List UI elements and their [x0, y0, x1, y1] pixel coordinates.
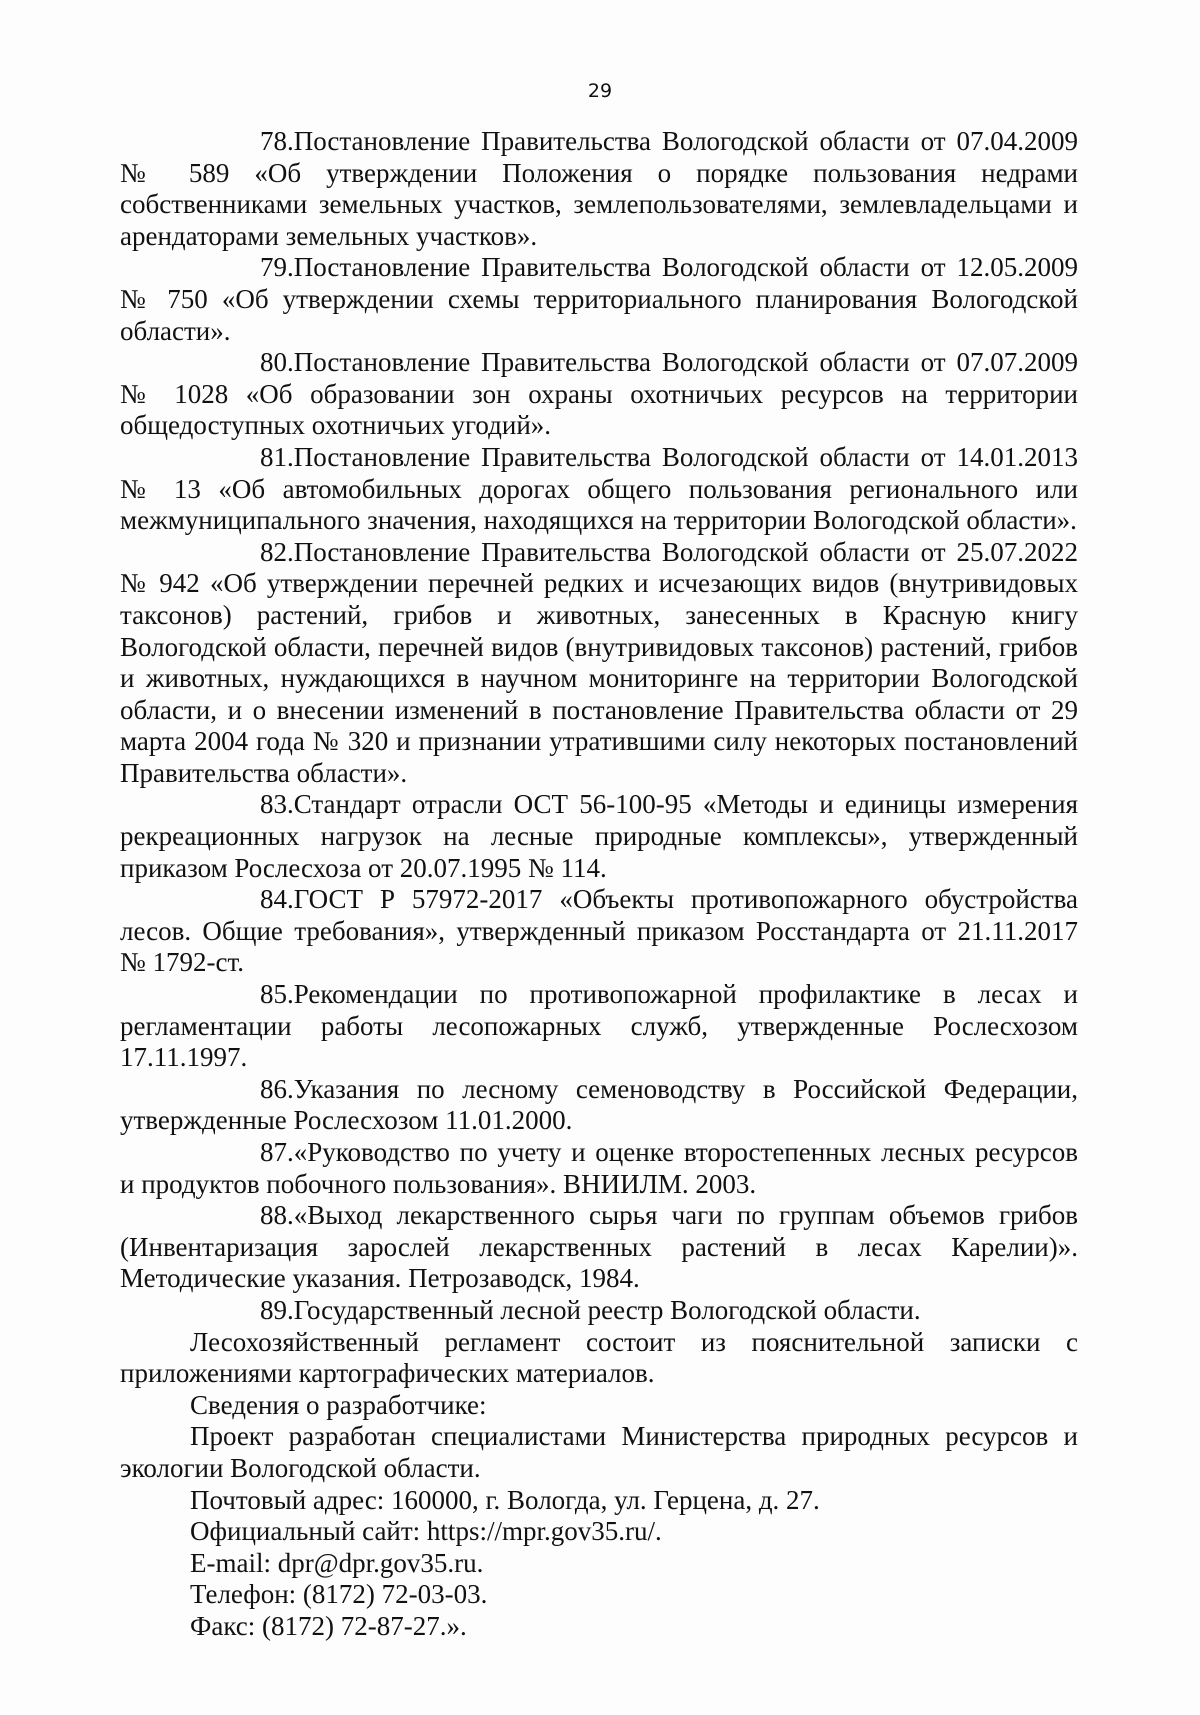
item-number: 82.: [260, 536, 294, 567]
regulation-structure-paragraph: Лесохозяйственный регламент состоит из пояснительной записки с приложениями картографических материалов.: [120, 1326, 1078, 1389]
item-text: Постановление Правительства Вологодской области от 07.07.2009 № 1028 «Об образовании зон охраны охотничьих ресурсов на территории общедоступных охотничьих угодий».: [120, 347, 1078, 441]
item-text: «Руководство по учету и оценке второстепенных лесных ресурсов и продуктов побочного пользования». ВНИИЛМ. 2003.: [120, 1137, 1078, 1199]
list-item: [120, 1137, 1078, 1200]
list-item: [120, 1074, 1078, 1137]
item-number: 85.: [260, 979, 294, 1010]
list-item: [120, 347, 1078, 442]
list-item: [120, 789, 1078, 884]
fax: Факс: (8172) 72-87-27.».: [190, 1610, 467, 1641]
item-number: 84.: [260, 884, 294, 915]
list-item: [120, 979, 1078, 1074]
item-text: «Выход лекарственного сырья чаги по группам объемов грибов (Инвентаризация зарослей лекарственных растений в лесах Карелии)». Методические указания. Петрозаводск, 1984.: [120, 1200, 1078, 1294]
document-body: [120, 126, 1078, 1643]
item-number: 89.: [260, 1294, 294, 1325]
postal-address: Почтовый адрес: 160000, г. Вологда, ул. Герцена, д. 27.: [190, 1484, 820, 1515]
list-item: [120, 884, 1078, 979]
list-item: [120, 126, 1078, 252]
item-number: 86.: [260, 1073, 294, 1104]
list-item: [120, 442, 1078, 537]
item-number: 78.: [260, 126, 294, 156]
list-item: [120, 1295, 1078, 1327]
list-item: [120, 537, 1078, 790]
item-text: Указания по лесному семеноводству в Российской Федерации, утвержденные Рослесхозом 11.01.2000.: [120, 1073, 1078, 1136]
developer-paragraph: Проект разработан специалистами Министерства природных ресурсов и экологии Вологодской области.: [120, 1421, 1078, 1483]
item-number: 81.: [260, 441, 294, 472]
developer-heading: Сведения о разработчике:: [190, 1389, 487, 1420]
list-item: [120, 252, 1078, 347]
item-text: ГОСТ Р 57972-2017 «Объекты противопожарного обустройства лесов. Общие требования», утвержденный приказом Росстандарта от 21.11.2017 № 1792-ст.: [120, 884, 1078, 978]
item-text: Стандарт отрасли ОСТ 56-100-95 «Методы и единицы измерения рекреационных нагрузок на лесные природные комплексы», утвержденный приказом Рослесхоза от 20.07.1995 № 114.: [120, 789, 1078, 883]
website: Официальный сайт: https://mpr.gov35.ru/.: [190, 1516, 662, 1547]
item-text: Рекомендации по противопожарной профилактике в лесах и регламентации работы лесопожарных служб, утвержденные Рослесхозом 17.11.1997.: [120, 979, 1078, 1073]
item-number: 83.: [260, 789, 294, 820]
item-text: Постановление Правительства Вологодской области от 14.01.2013 № 13 «Об автомобильных дорогах общего пользования регионального или межмуниципального значения, находящихся на территории Вологодской области».: [120, 441, 1078, 536]
item-text: Государственный лесной реестр Вологодской области.: [293, 1294, 921, 1325]
item-number: 88.: [260, 1200, 294, 1231]
phone: Телефон: (8172) 72-03-03.: [190, 1579, 488, 1610]
page-number: 29: [587, 80, 613, 102]
email: E-mail: dpr@dpr.gov35.ru.: [190, 1547, 484, 1578]
item-number: 80.: [260, 347, 294, 378]
contact-block: [120, 1485, 1078, 1643]
item-number: 87.: [260, 1137, 294, 1167]
item-text: Постановление Правительства Вологодской области от 07.04.2009 № 589 «Об утверждении Положения о порядке пользования недрами собственниками земельных участков, землепользователями, землевладельцами и арендаторами земельных участков».: [120, 126, 1078, 251]
item-text: Постановление Правительства Вологодской области от 12.05.2009 № 750 «Об утверждении схемы территориального планирования Вологодской области».: [120, 252, 1078, 346]
item-number: 79.: [260, 252, 294, 283]
item-text: Постановление Правительства Вологодской области от 25.07.2022 № 942 «Об утверждении перечней редких и исчезающих видов (внутривидовых таксонов) растений, грибов и животных, занесенных в Красную книгу Вологодской области, перечней видов (внутривидовых таксонов) растений, грибов и животных, нуждающихся в научном мониторинге на территории Вологодской области, и о внесении изменений в постановление Правительства области от 29 марта 2004 года № 320 и признании утратившими силу некоторых постановлений Правительства области».: [120, 536, 1078, 788]
list-item: [120, 1200, 1078, 1295]
